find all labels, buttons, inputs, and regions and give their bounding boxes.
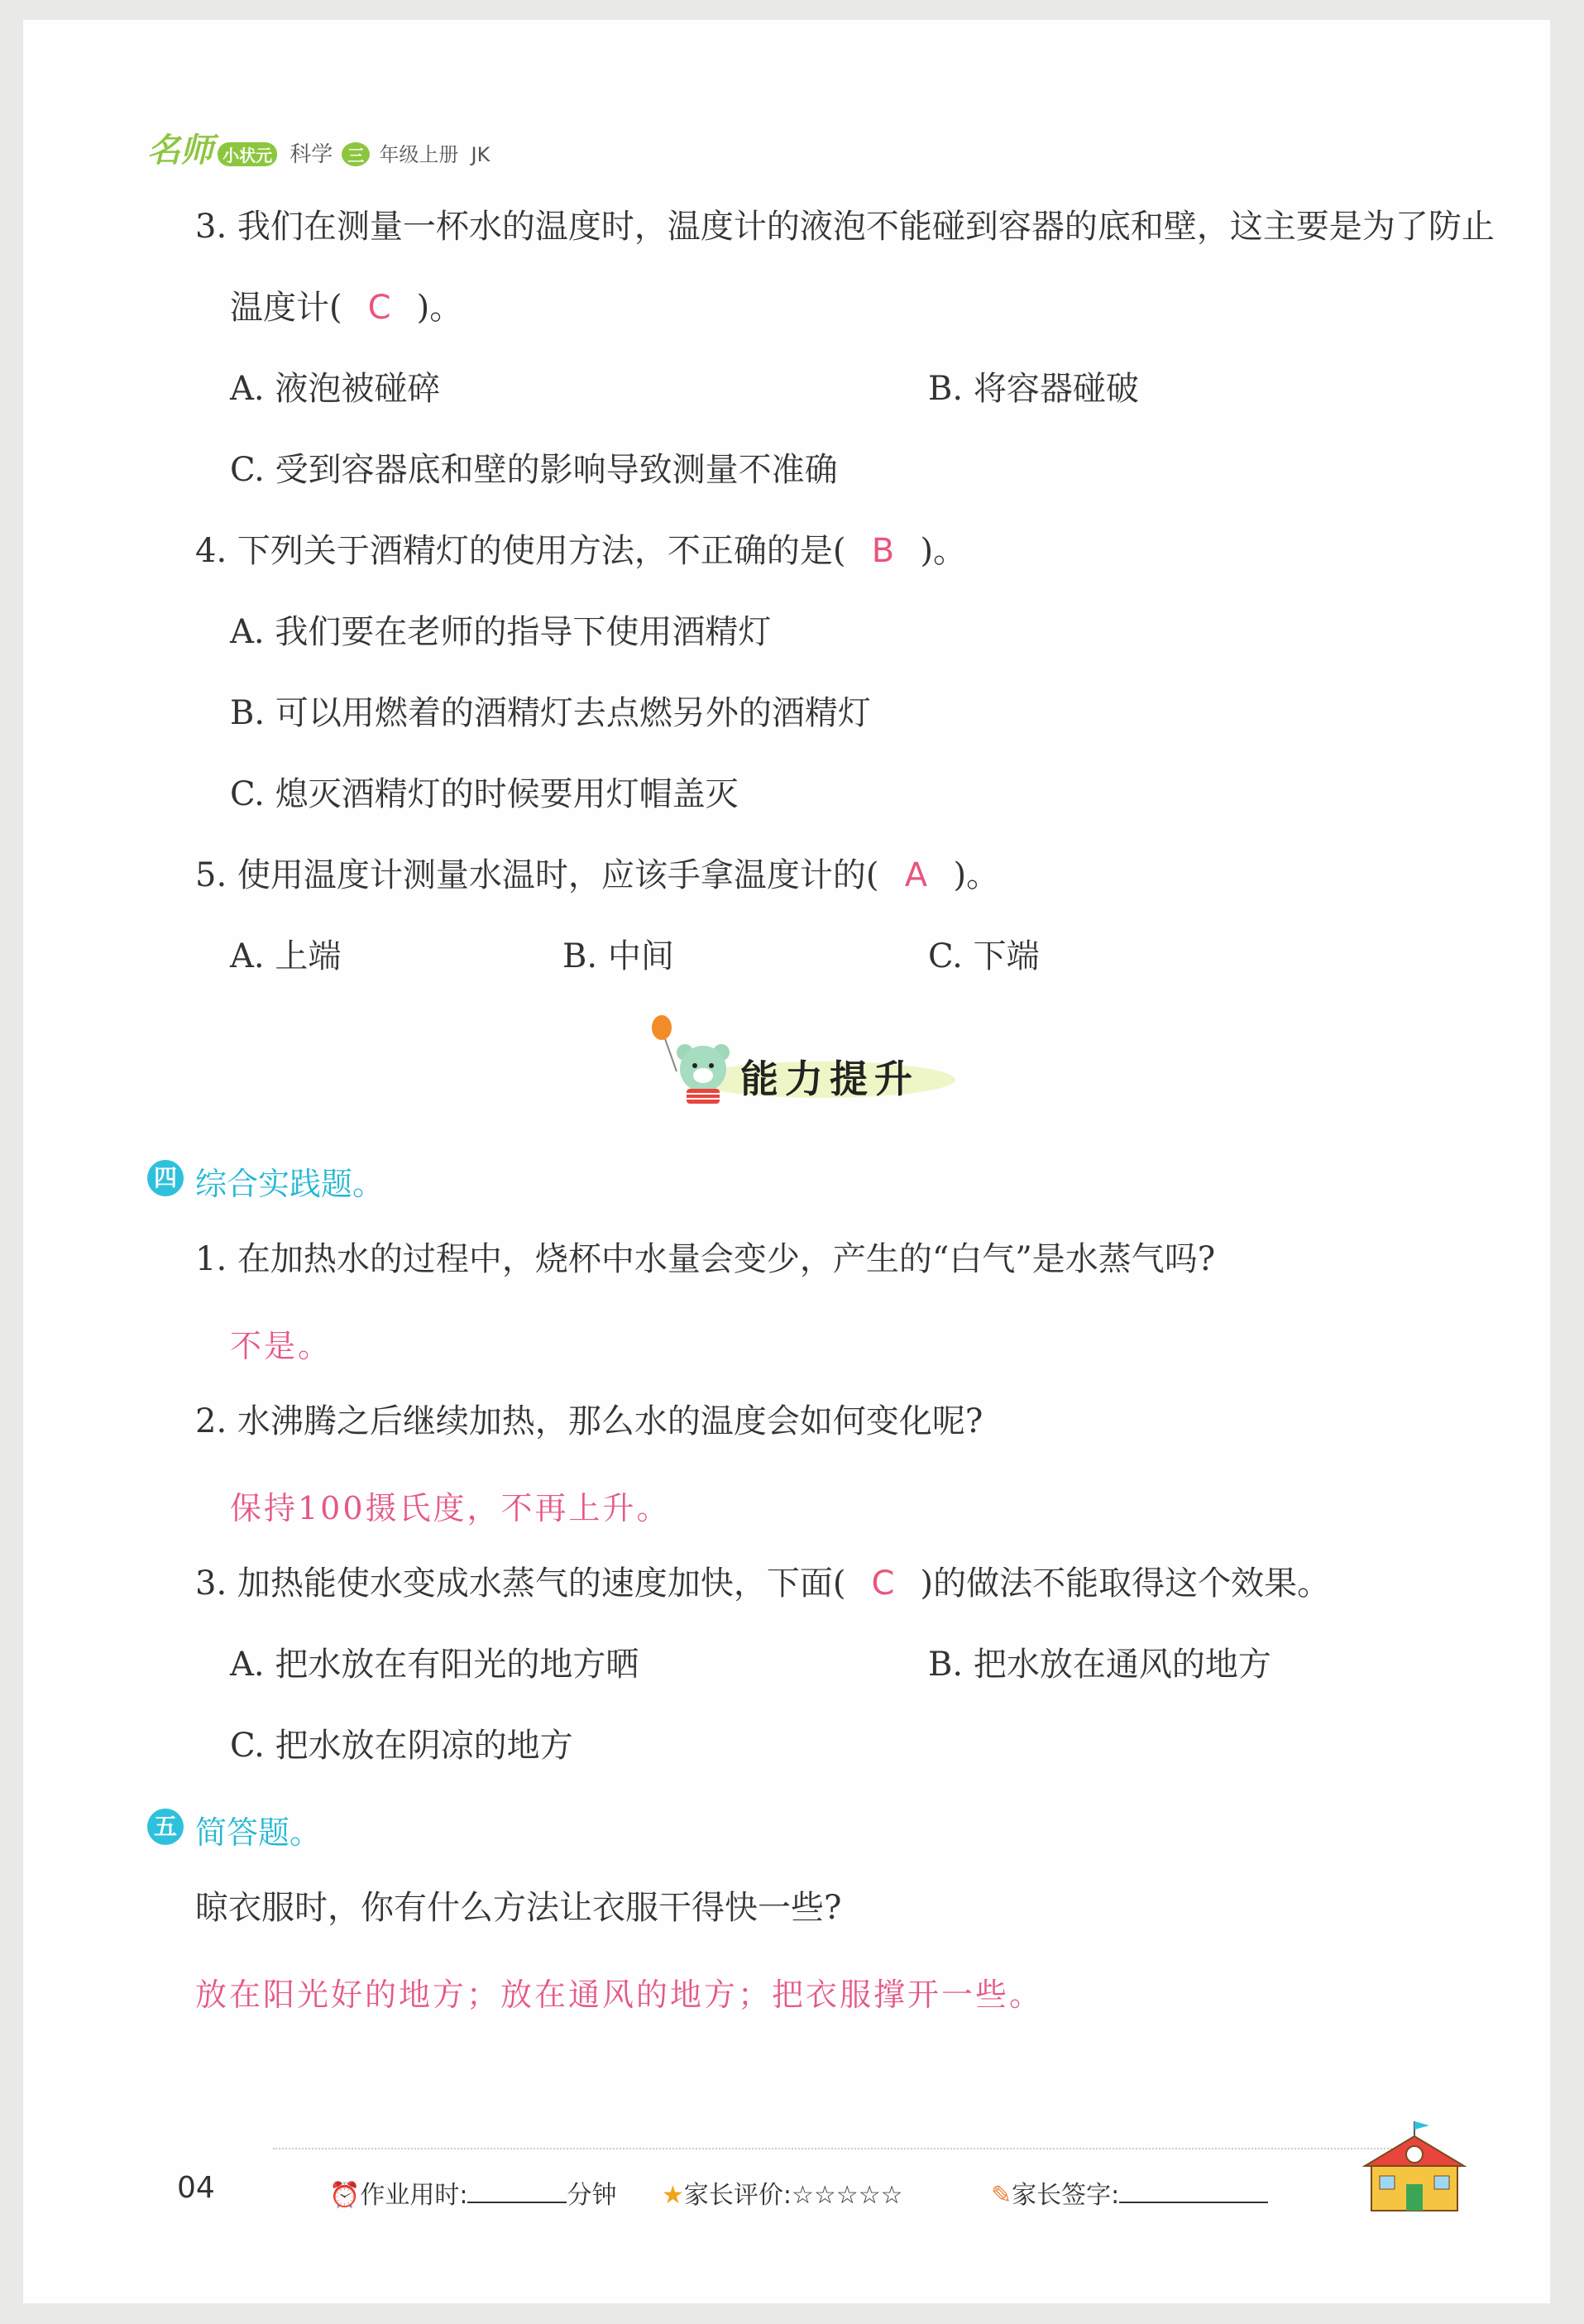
book-header xyxy=(147,124,490,171)
option-4b: B. 可以用燃着的酒精灯去点燃另外的酒精灯 xyxy=(230,694,871,732)
option-4c: C. 熄灭酒精灯的时候要用灯帽盖灭 xyxy=(230,775,739,813)
practice-q3-answer: C xyxy=(871,1565,895,1603)
signature-line xyxy=(1119,2180,1268,2203)
subject-label: 科学 xyxy=(290,142,333,167)
section-4-title: 综合实践题。 xyxy=(195,1166,385,1202)
answer-4: B xyxy=(871,532,895,570)
section-5-title: 简答题。 xyxy=(195,1814,322,1851)
option-4a: A. 我们要在老师的指导下使用酒精灯 xyxy=(230,613,772,651)
section-5-number: 五 xyxy=(147,1809,184,1845)
question-3-stem: 3. 我们在测量一杯水的温度时，温度计的液泡不能碰到容器的底和壁，这主要是为了防止 xyxy=(195,208,1495,246)
grade-badge: 三 xyxy=(342,142,370,166)
rating-stars: ☆☆☆☆☆ xyxy=(792,2181,903,2210)
logo-text: 名师 xyxy=(147,131,213,170)
option-3c: C. 受到容器底和壁的影响导致测量不准确 xyxy=(230,451,838,489)
homework-time: ⏰作业用时: 分钟 xyxy=(329,2181,617,2210)
option-5c: C. 下端 xyxy=(928,937,1040,975)
pencil-icon: ✎ xyxy=(991,2181,1012,2210)
short-answer-response: 放在阳光好的地方；放在通风的地方；把衣服撑开一些。 xyxy=(195,1977,1044,2013)
star-icon: ★ xyxy=(662,2181,684,2210)
question-3-stem-line2: 温度计( C )。 xyxy=(230,289,463,327)
practice-q2-stem: 2. 水沸腾之后继续加热，那么水的温度会如何变化呢? xyxy=(195,1402,983,1440)
answer-3: C xyxy=(367,289,391,327)
practice-q1-answer: 不是。 xyxy=(230,1328,333,1364)
parent-signature: ✎家长签字: xyxy=(991,2174,1268,2211)
practice-q3-option-c: C. 把水放在阴凉的地方 xyxy=(230,1727,573,1765)
question-4-stem: 4. 下列关于酒精灯的使用方法，不正确的是( B )。 xyxy=(195,532,967,570)
practice-q3-option-a: A. 把水放在有阳光的地方晒 xyxy=(230,1646,639,1684)
logo-pill: 小状元 xyxy=(218,142,277,166)
section-4-number: 四 xyxy=(147,1160,184,1196)
alarm-clock-icon: ⏰ xyxy=(329,2181,361,2210)
page-number: 04 xyxy=(177,2171,215,2205)
footer-divider xyxy=(273,2148,1398,2149)
option-5b: B. 中间 xyxy=(562,937,674,975)
short-answer-question: 晾衣服时，你有什么方法让衣服干得快一些? xyxy=(195,1889,842,1927)
time-input-line xyxy=(467,2180,567,2203)
practice-q2-answer: 保持100摄氏度，不再上升。 xyxy=(230,1490,671,1526)
parent-rating: ★家长评价:☆☆☆☆☆ xyxy=(662,2181,903,2210)
grade-label: 年级上册 xyxy=(379,143,459,166)
option-5a: A. 上端 xyxy=(230,937,342,975)
school-house-icon xyxy=(1357,2118,1472,2221)
edition-label: JK xyxy=(471,143,491,166)
practice-q3-stem: 3. 加热能使水变成水蒸气的速度加快，下面( C )的做法不能取得这个效果。 xyxy=(195,1565,1331,1603)
practice-q3-option-b: B. 把水放在通风的地方 xyxy=(928,1646,1271,1684)
practice-q1-stem: 1. 在加热水的过程中，烧杯中水量会变少，产生的“白气”是水蒸气吗? xyxy=(195,1240,1216,1278)
option-3a: A. 液泡被碰碎 xyxy=(230,370,441,408)
answer-5: A xyxy=(904,856,928,894)
option-3b: B. 将容器碰破 xyxy=(928,370,1139,408)
banner-title: 能力提升 xyxy=(740,1057,919,1101)
question-5-stem: 5. 使用温度计测量水温时，应该手拿温度计的( A )。 xyxy=(195,856,1000,894)
